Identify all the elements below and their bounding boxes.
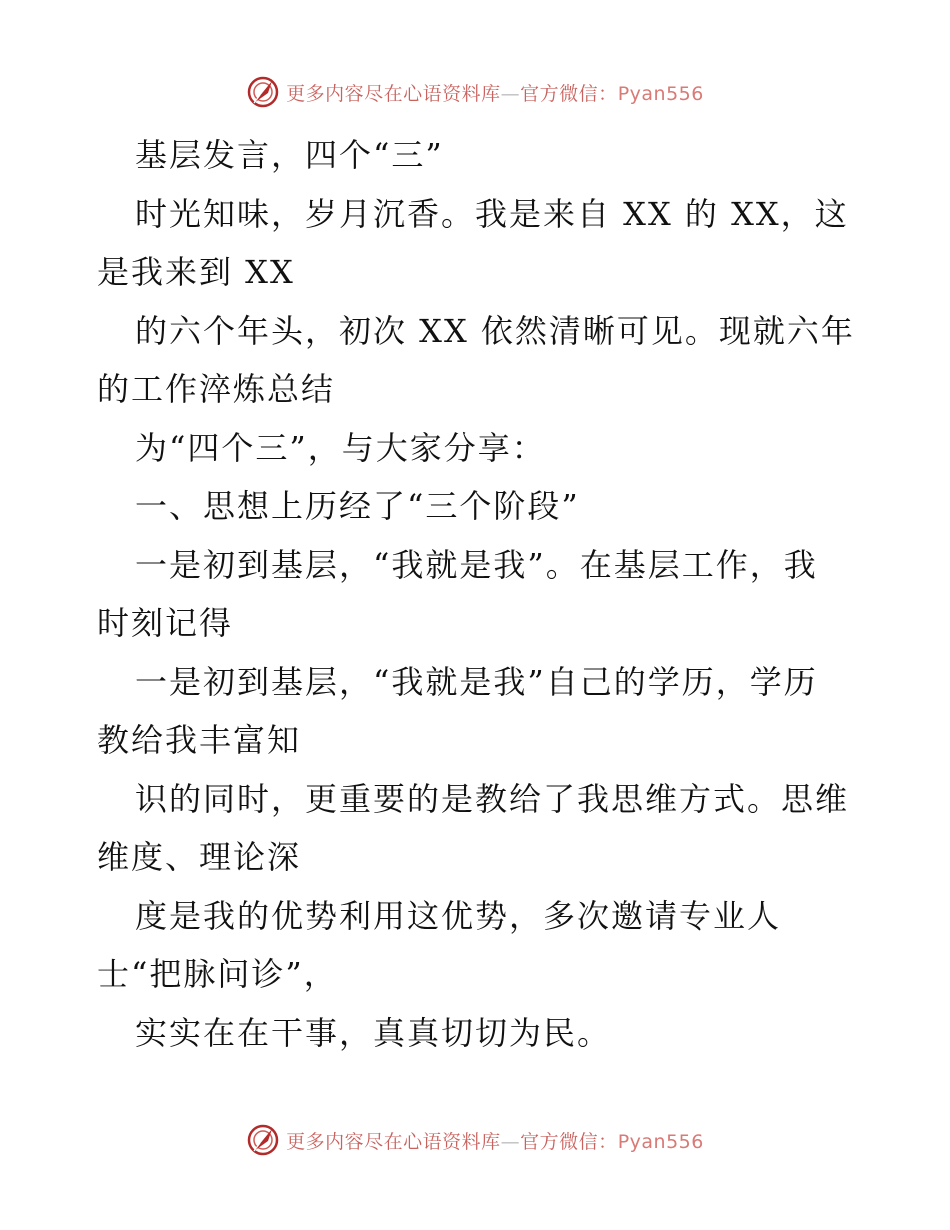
text-line: 一是初到基层，“我就是我”自己的学历，学历 xyxy=(135,662,818,701)
footer-watermark xyxy=(0,1120,950,1160)
text-line: 时刻记得 xyxy=(97,604,234,642)
text-line: 时光知味，岁月沉香。我是来自 XX 的 XX，这 xyxy=(135,194,849,233)
quill-logo-icon xyxy=(246,1123,280,1157)
watermark-id: Pyan556 xyxy=(617,82,704,105)
text-line: 一、思想上历经了“三个阶段” xyxy=(135,487,580,525)
text-line: 是我来到 XX xyxy=(97,253,295,291)
watermark-official: 官方微信： xyxy=(520,1130,618,1153)
text-line: 的工作淬炼总结 xyxy=(97,370,336,408)
text-line: 基层发言，四个“三” xyxy=(135,136,444,174)
watermark-id: Pyan556 xyxy=(617,1130,704,1153)
text-line: 士“把脉问诊”， xyxy=(97,955,338,993)
text-line: 教给我丰富知 xyxy=(97,721,302,759)
watermark-text xyxy=(286,79,704,106)
header-watermark xyxy=(0,72,950,112)
watermark-official: 官方微信： xyxy=(520,82,618,105)
text-line: 维度、理论深 xyxy=(97,838,302,876)
text-line: 一是初到基层，“我就是我”。在基层工作，我 xyxy=(135,545,818,584)
text-line: 度是我的优势利用这优势，多次邀请专业人 xyxy=(135,896,782,935)
text-line: 实实在在干事，真真切切为民。 xyxy=(135,1013,612,1052)
watermark-main: 更多内容尽在心语资料库 xyxy=(286,82,501,105)
document-body xyxy=(97,126,857,1062)
text-line: 识的同时，更重要的是教给了我思维方式。思维 xyxy=(135,779,850,818)
watermark-separator: — xyxy=(500,82,521,105)
quill-logo-icon xyxy=(246,75,280,109)
watermark-main: 更多内容尽在心语资料库 xyxy=(286,1130,501,1153)
watermark-text xyxy=(286,1127,704,1154)
text-line: 为“四个三”，与大家分享： xyxy=(135,428,546,467)
watermark-separator: — xyxy=(500,1130,521,1153)
text-line: 的六个年头，初次 XX 依然清晰可见。现就六年 xyxy=(135,311,855,350)
